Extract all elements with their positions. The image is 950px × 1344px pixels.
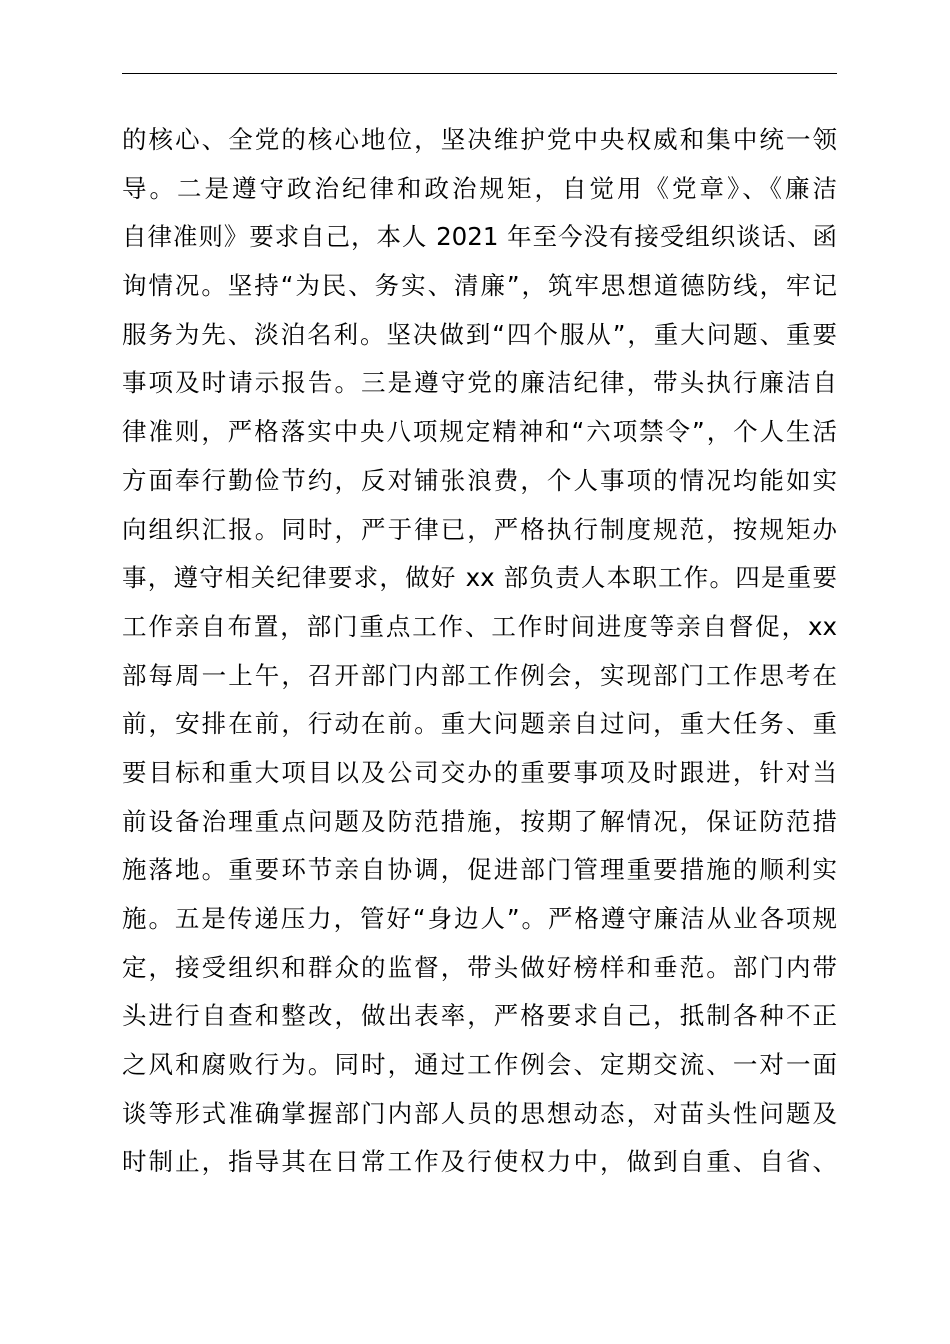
header-rule bbox=[122, 73, 837, 74]
text-line: 头进行自查和整改，做出表率，严格要求自己，抵制各种不正 bbox=[122, 1001, 837, 1031]
text-line: 谈等形式准确掌握部门内部人员的思想动态，对苗头性问题及 bbox=[122, 1098, 837, 1128]
text-line: 向组织汇报。同时，严于律已，严格执行制度规范，按规矩办 bbox=[122, 514, 837, 544]
text-line: 工作亲自布置，部门重点工作、工作时间进度等亲自督促，xx bbox=[122, 611, 837, 641]
text-line: 要目标和重大项目以及公司交办的重要事项及时跟进，针对当 bbox=[122, 757, 837, 787]
text-line: 施落地。重要环节亲自协调，促进部门管理重要措施的顺利实 bbox=[122, 855, 837, 885]
text-line: 施。五是传递压力，管好“身边人”。严格遵守廉洁从业各项规 bbox=[122, 904, 837, 933]
text-line: 时制止，指导其在日常工作及行使权力中，做到自重、自省、 bbox=[122, 1147, 837, 1177]
text-line: 定，接受组织和群众的监督，带头做好榜样和垂范。部门内带 bbox=[122, 952, 837, 982]
text-line: 询情况。坚持“为民、务实、清廉”，筑牢思想道德防线，牢记 bbox=[122, 271, 837, 301]
text-line: 自律准则》要求自己，本人 2021 年至今没有接受组织谈话、函 bbox=[122, 222, 837, 252]
text-line: 前设备治理重点问题及防范措施，按期了解情况，保证防范措 bbox=[122, 806, 837, 836]
text-line: 服务为先、淡泊名利。坚决做到“四个服从”，重大问题、重要 bbox=[122, 319, 837, 349]
text-line: 部每周一上午，召开部门内部工作例会，实现部门工作思考在 bbox=[122, 660, 837, 690]
text-line: 事，遵守相关纪律要求，做好 xx 部负责人本职工作。四是重要 bbox=[122, 563, 837, 593]
text-line: 前，安排在前，行动在前。重大问题亲自过问，重大任务、重 bbox=[122, 709, 837, 739]
text-line: 事项及时请示报告。三是遵守党的廉洁纪律，带头执行廉洁自 bbox=[122, 368, 837, 398]
text-line: 之风和腐败行为。同时，通过工作例会、定期交流、一对一面 bbox=[122, 1050, 837, 1080]
text-line: 导。二是遵守政治纪律和政治规矩，自觉用《党章》、《廉洁 bbox=[122, 173, 837, 203]
text-line: 的核心、全党的核心地位，坚决维护党中央权威和集中统一领 bbox=[122, 125, 837, 154]
text-line: 律准则，严格落实中央八项规定精神和“六项禁令”，个人生活 bbox=[122, 417, 837, 447]
body-paragraph bbox=[122, 116, 837, 1187]
text-line: 方面奉行勤俭节约，反对铺张浪费，个人事项的情况均能如实 bbox=[122, 465, 837, 495]
